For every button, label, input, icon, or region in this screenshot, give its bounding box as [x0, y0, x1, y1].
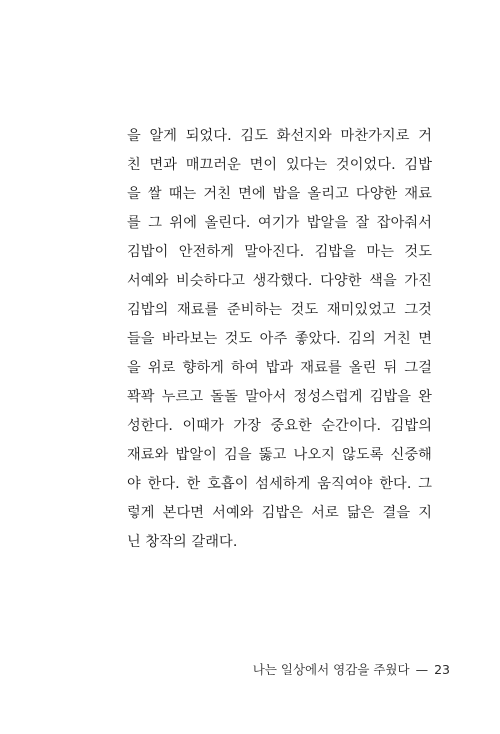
- body-paragraph: [127, 122, 432, 557]
- text-line: 을 알게 되었다. 김도 화선지와 마찬가지로 거: [127, 128, 432, 144]
- text-line: 친 면과 매끄러운 면이 있다는 것이었다. 김밥: [127, 157, 432, 173]
- text-line: 성한다. 이때가 가장 중요한 순간이다. 김밥의: [127, 418, 432, 434]
- text-line: 꽉꽉 누르고 돌돌 말아서 정성스럽게 김밥을 완: [127, 389, 432, 405]
- text-line: 야 한다. 한 호흡이 섬세하게 움직여야 한다. 그: [127, 476, 432, 492]
- text-line: 닌 창작의 갈래다.: [127, 534, 238, 550]
- page-footer: [253, 659, 450, 681]
- text-line: 를 그 위에 올린다. 여기가 밥알을 잘 잡아줘서: [127, 215, 432, 231]
- text-line: 서예와 비슷하다고 생각했다. 다양한 색을 가진: [127, 273, 432, 289]
- page-number: 23: [434, 662, 450, 677]
- footer-separator: —: [415, 662, 429, 677]
- text-line: 재료와 밥알이 김을 뚫고 나오지 않도록 신중해: [127, 447, 432, 463]
- text-line: 김밥이 안전하게 말아진다. 김밥을 마는 것도: [127, 244, 432, 260]
- text-line: 을 쌀 때는 거친 면에 밥을 올리고 다양한 재료: [127, 186, 432, 202]
- text-line: 김밥의 재료를 준비하는 것도 재미있었고 그것: [127, 302, 432, 318]
- text-line: 을 위로 향하게 하여 밥과 재료를 올린 뒤 그걸: [127, 360, 432, 376]
- text-line: 렇게 본다면 서예와 김밥은 서로 닮은 결을 지: [127, 505, 432, 521]
- text-line: 들을 바라보는 것도 아주 좋았다. 김의 거친 면: [127, 331, 432, 347]
- running-title: 나는 일상에서 영감을 주웠다: [252, 662, 410, 677]
